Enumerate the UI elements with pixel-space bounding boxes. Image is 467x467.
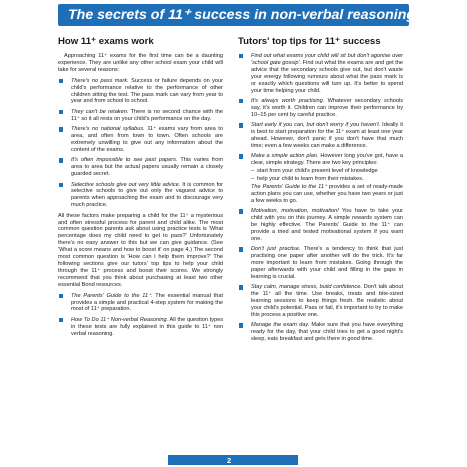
list-item: Find out what exams your child will sit but don't agonise over 'school gate gossip'. Find out what the exams are and get the advice that the secondary schools give out, but don't waste your energy following rumours about what the pass mark is or exactly which questions will turn up. It's better to spend your time helping your child. xyxy=(238,53,403,94)
list-item: There's no national syllabus. 11⁺ exams vary from area to area, and often from town to town. Often schools are extremely unwilling to give out any information about the content of the exams. xyxy=(58,126,223,154)
list-item: They can't be retaken. There is no second chance with the 11⁺ so it all rests on your child's performance on the day. xyxy=(58,109,223,123)
list-item: How To Do 11⁺ Non-verbal Reasoning. All the question types in these tests are fully explained in this guide to 11⁺ non verbal reasoning. xyxy=(58,317,223,338)
principles-list xyxy=(251,168,403,183)
bullet-square-icon xyxy=(239,323,243,327)
list-item: Motivation, motivation, motivation! You have to take your child with you on this journey. A simple rewards system can be highly effective. The Parents' Guide to the 11⁺ can provide a tried and tested motivational system if you want one. xyxy=(238,208,403,243)
exam-facts-list xyxy=(58,78,223,209)
list-item: Don't just practise. There's a tendency to think that just practising one paper after another will do the trick. It's far more important to learn from mistakes. Going through the paper afterwards with your child and filling in the gaps in learning is crucial. xyxy=(238,246,403,281)
left-heading: How 11⁺ exams work xyxy=(58,36,154,47)
bullet-square-icon xyxy=(239,247,243,251)
bullet-square-icon xyxy=(239,123,243,127)
bullet-square-icon xyxy=(59,318,63,322)
bullet-square-icon xyxy=(239,285,243,289)
right-heading: Tutors' top tips for 11⁺ success xyxy=(238,36,381,47)
page xyxy=(58,0,416,467)
resources-list xyxy=(58,293,223,338)
list-item: The Parents' Guide to the 11⁺. The essential manual that provides a simple and practical 4-step system for making the most of 11⁺ preparation. xyxy=(58,293,223,314)
page-title: The secrets of 11⁺ success in non-verbal reasoning xyxy=(68,7,416,23)
bullet-square-icon xyxy=(239,209,243,213)
bullet-square-icon xyxy=(59,110,63,114)
page-number: 2 xyxy=(227,455,232,465)
list-item: Start early if you can, but don't worry if you haven't. Ideally it is best to start preparation for the 11⁺ exam at least one year ahead. However, don't panic if you don't have that much time; even a few weeks can make a difference. xyxy=(238,122,403,150)
bullet-square-icon xyxy=(239,154,243,158)
bullet-square-icon xyxy=(59,294,63,298)
page-number-bar xyxy=(168,455,298,465)
bullet-square-icon xyxy=(59,127,63,131)
list-item: Stay calm, manage stress, build confidence. Don't talk about the 11⁺ all the time. Use breaks, treats and bite-sized learning sessions to keep things fresh. Be realistic about your child's potential. Pass or fail, it's important to try to make this process a positive one. xyxy=(238,284,403,319)
left-column xyxy=(58,36,223,341)
list-item: There's no pass mark. Success or failure depends on your child's performance relative to the performance of other children sitting the test. The pass mark can vary from year to year and from school to school. xyxy=(58,78,223,106)
bullet-square-icon xyxy=(59,79,63,83)
intro-paragraph: Approaching 11⁺ exams for the first time can be a daunting experience. They are unlike any other school exam your child will take for several reasons: xyxy=(58,53,223,73)
bullet-square-icon xyxy=(59,183,63,187)
factors-paragraph: All these factors make preparing a child for the 11⁺ a mysterious and often stressful process for parent and child alike. The most common question parents ask about using practice tests is 'What percentage does my child need to get to pass?' Unfortunately there's no easy answer to this but we can give guidance. (See 'What a score means and how to boost it' on page 4.) The second most common question is 'How can I help them improve?' The following sections give our tutors' top tips to help your child through the 11⁺ process and boost their scores. We strongly recommend that you think about purchasing at least two other essential Bond resources. xyxy=(58,212,223,288)
title-banner xyxy=(58,4,416,26)
right-column xyxy=(238,36,403,346)
tips-list xyxy=(238,53,403,343)
list-item: – start from your child's present level of knowledge xyxy=(251,168,378,175)
bullet-square-icon xyxy=(239,54,243,58)
list-item: It's often impossible to see past papers. This varies from area to area but the actual papers usually remain a closely guarded secret. xyxy=(58,157,223,178)
list-item: Manage the exam day. Make sure that you have everything ready for the day, that your child tries to get a good night's sleep, eats breakfast and gets there in good time. xyxy=(238,322,403,343)
bullet-square-icon xyxy=(59,158,63,162)
list-item: – help your child to learn from their mistakes. xyxy=(251,176,364,182)
list-item: Selective schools give out very little advice. It is common for selective schools to give out only the vaguest advice to parents when approaching the exam and to discourage very much practice. xyxy=(58,182,223,210)
guide-paragraph: The Parents' Guide to the 11⁺ provides a set of ready-made action plans you can use, whether you have two years or just a few weeks to go. xyxy=(251,183,403,204)
list-item: It's always worth practising. Whatever secondary schools say, it's worth it. Children can improve their performance by 10–15 per cent by careful practice. xyxy=(238,98,403,119)
bullet-square-icon xyxy=(239,99,243,103)
list-item: Make a simple action plan. However long you've got, have a clear, simple strategy. There are two key principles: – start from your child's present level of knowledge – help your child to learn from their mistakes. The Parents' Guide to the 11⁺ provides a set of ready-made action plans you can use, whether you have two years or just a few weeks to go. xyxy=(238,153,403,204)
